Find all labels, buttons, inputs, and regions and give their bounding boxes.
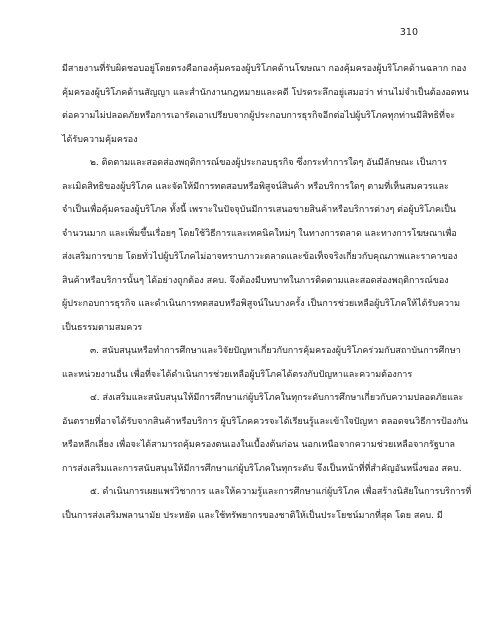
text-line: คุ้มครองผู้บริโภคด้านสัญญา และสำนักงานกฎหมายและคดี โปรดระลึกอยู่เสมอว่า ท่านไม่จำเป็นต้องอดทน [62,87,469,98]
text-line: ๓. สนับสนุนหรือทำการศึกษาและวิจัยปัญหาเกี่ยวกับการคุ้มครองผู้บริโภคร่วมกับสถาบันการศึกษา [90,346,461,356]
text-line: เป็นธรรมตามสมควร [62,322,143,333]
page-number: 310 [399,27,418,38]
text-line: ๔. ส่งเสริมและสนับสนุนให้มีการศึกษาแก่ผู้บริโภคในทุกระดับการศึกษาเกี่ยวกับความปลอดภัยและ [90,393,464,403]
text-line: เป็นการส่งเสริมพลานามัย ประหยัด และใช้ทรัพยากรของชาติให้เป็นประโยชน์มากที่สุด โดย สคบ. มี [62,510,443,521]
paragraph-2 [62,158,461,333]
text-line: การส่งเสริมและการสนับสนุนให้มีการศึกษาแก่ผู้บริโภคในทุกระดับ จึงเป็นหน้าที่ที่สำคัญอันหนึ่งของ สคบ. [62,463,462,474]
paragraph-4 [62,393,469,474]
paragraph-1 [62,64,469,145]
text-line: สินค้าหรือบริการนั้นๆ ได้อย่างถูกต้อง สคบ. จึงต้องมีบทบาทในการติดตามและสอดส่องพฤติการณ์ของ [62,275,449,286]
body-text [62,64,472,521]
text-line: อันตรายที่อาจได้รับจากสินค้าหรือบริการ ผู้บริโภคควรจะได้เรียนรู้และเข้าใจปัญหา ตลอดจนวิธีการป้องกัน [62,416,469,427]
text-line: หรือหลีกเลี่ยง เพื่อจะได้สามารถคุ้มครองตนเองในเบื้องต้นก่อน นอกเหนือจากความช่วยเหลือจากรัฐบาล [62,440,456,450]
text-line: ผู้ประกอบการธุรกิจ และดำเนินการทดสอบหรือพิสูจน์ในบางครั้ง เป็นการช่วยเหลือผู้บริโภคให้ได้รับความ [62,299,461,309]
paragraph-3 [62,346,461,380]
text-line: ต่อความไม่ปลอดภัยหรือการเอารัดเอาเปรียบจากผู้ประกอบการธุรกิจอีกต่อไปผู้บริโภคทุกท่านมีสิทธิที่จะ [62,111,456,121]
text-line: และหน่วยงานอื่น เพื่อที่จะได้ดำเนินการช่วยเหลือผู้บริโภคได้ตรงกับปัญหาและความต้องการ [62,369,413,380]
text-line: ๕. ดำเนินการเผยแพร่วิชาการ และให้ความรู้และการศึกษาแก่ผู้บริโภค เพื่อสร้างนิสัยในการบริการที่ [90,487,472,497]
text-line: ได้รับความคุ้มครอง [62,134,138,145]
text-line: ละเมิดสิทธิของผู้บริโภค และจัดให้มีการทดสอบหรือพิสูจน์สินค้า หรือบริการใดๆ ตามที่เห็นสมควรและ [62,181,449,192]
text-line: จำนวนมาก และเพิ่มขึ้นเรื่อยๆ โดยใช้วิธีการและเทคนิคใหม่ๆ ในทางการตลาด และทางการโฆษณาเพื่อ [62,228,457,239]
paragraph-5 [62,487,472,521]
text-line: ๒. ติดตามและสอดส่องพฤติการณ์ของผู้ประกอบธุรกิจ ซึ่งกระทำการใดๆ อันมีลักษณะ เป็นการ [90,158,447,168]
text-line: จำเป็นเพื่อคุ้มครองผู้บริโภค ทั้งนี้ เพราะในปัจจุบันมีการเสนอขายสินค้าหรือบริการต่างๆ ต่อผู้บริโภคเป็น [62,205,456,215]
text-line: ส่งเสริมการขาย โดยทั่วไปผู้บริโภคไม่อาจทราบภาวะตลาดและข้อเท็จจริงเกี่ยวกับคุณภาพและราคาของ [62,252,458,262]
text-line: มีสายงานที่รับผิดชอบอยู่โดยตรงคือกองคุ้มครองผู้บริโภคด้านโฆษณา กองคุ้มครองผู้บริโภคด้านฉลาก กอง [62,64,467,74]
